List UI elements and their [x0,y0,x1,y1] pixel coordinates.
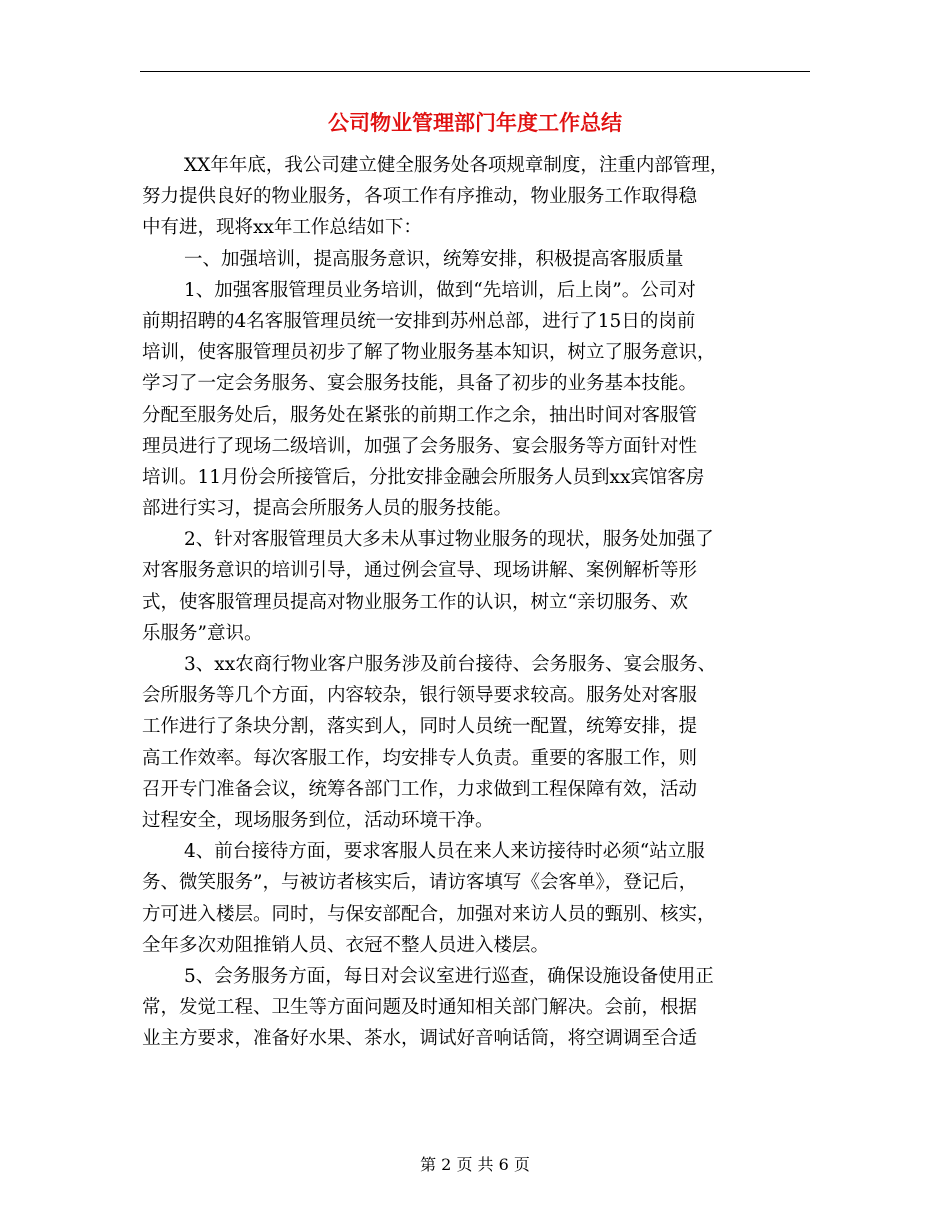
body-text-line: 努力提供良好的物业服务，各项工作有序推动，物业服务工作取得稳 [142,186,698,208]
body-text-line: 前期招聘的4名客服管理员统一安排到苏州总部，进行了15日的岗前 [142,310,696,332]
body-text-line: 乐服务”意识。 [142,622,263,644]
body-text-line: 过程安全，现场服务到位，活动环境干净。 [142,809,494,831]
document-body [142,150,810,1054]
body-text-line: 理员进行了现场二级培训，加强了会务服务、宴会服务等方面针对性 [142,435,698,457]
body-text-line: 全年多次劝阻推销人员、衣冠不整人员进入楼层。 [142,934,550,956]
body-text-line: 学习了一定会务服务、宴会服务技能，具备了初步的业务基本技能。 [142,373,698,395]
body-text-line: 务、微笑服务”，与被访者核实后，请访客填写《会客单》，登记后， [142,872,698,894]
body-text-line: 式，使客服管理员提高对物业服务工作的认识，树立“亲切服务、欢 [142,591,688,613]
body-text-line: 中有进，现将xx年工作总结如下： [142,217,422,239]
body-text-line: XX年年底，我公司建立健全服务处各项规章制度，注重内部管理， [184,155,729,176]
body-text-line: 培训。11月份会所接管后，分批安排金融会所服务人员到xx宾馆客房 [142,466,705,488]
page-number-footer: 第 2 页 共 6 页 [420,1155,530,1174]
document-title: 公司物业管理部门年度工作总结 [328,110,622,135]
body-text-line: 培训，使客服管理员初步了解了物业服务基本知识，树立了服务意识， [142,342,716,364]
header-rule [140,71,810,72]
body-text-line: 部进行实习，提高会所服务人员的服务技能。 [142,498,513,520]
body-text-line: 4、前台接待方面，要求客服人员在来人来访接待时必须“站立服 [184,841,705,863]
body-text-line: 1、加强客服管理员业务培训，做到“先培训，后上岗”。公司对 [184,279,696,301]
body-text-line: 一、加强培训，提高服务意识，统筹安排，积极提高客服质量 [184,248,684,270]
body-text-line: 常，发觉工程、卫生等方面问题及时通知相关部门解决。会前，根据 [142,997,698,1019]
body-text-line: 召开专门准备会议，统筹各部门工作，力求做到工程保障有效，活动 [142,778,698,800]
body-text-line: 工作进行了条块分割，落实到人，同时人员统一配置，统筹安排，提 [142,716,698,738]
body-text-line: 3、xx农商行物业客户服务涉及前台接待、会务服务、宴会服务、 [184,654,717,675]
body-text-line: 2、针对客服管理员大多未从事过物业服务的现状，服务处加强了 [184,529,714,551]
body-text-line: 高工作效率。每次客服工作，均安排专人负责。重要的客服工作，则 [142,747,698,769]
body-text-line: 方可进入楼层。同时，与保安部配合，加强对来访人员的甄别、核实， [142,903,716,925]
body-text-line: 业主方要求，准备好水果、茶水，调试好音响话筒，将空调调至合适 [142,1028,698,1050]
body-text-line: 会所服务等几个方面，内容较杂，银行领导要求较高。服务处对客服 [142,685,698,707]
body-text-line: 5、会务服务方面，每日对会议室进行巡查，确保设施设备使用正 [184,965,714,987]
body-text-line: 对客服务意识的培训引导，通过例会宣导、现场讲解、案例解析等形 [142,560,698,582]
body-text-line: 分配至服务处后，服务处在紧张的前期工作之余，抽出时间对客服管 [142,404,698,426]
